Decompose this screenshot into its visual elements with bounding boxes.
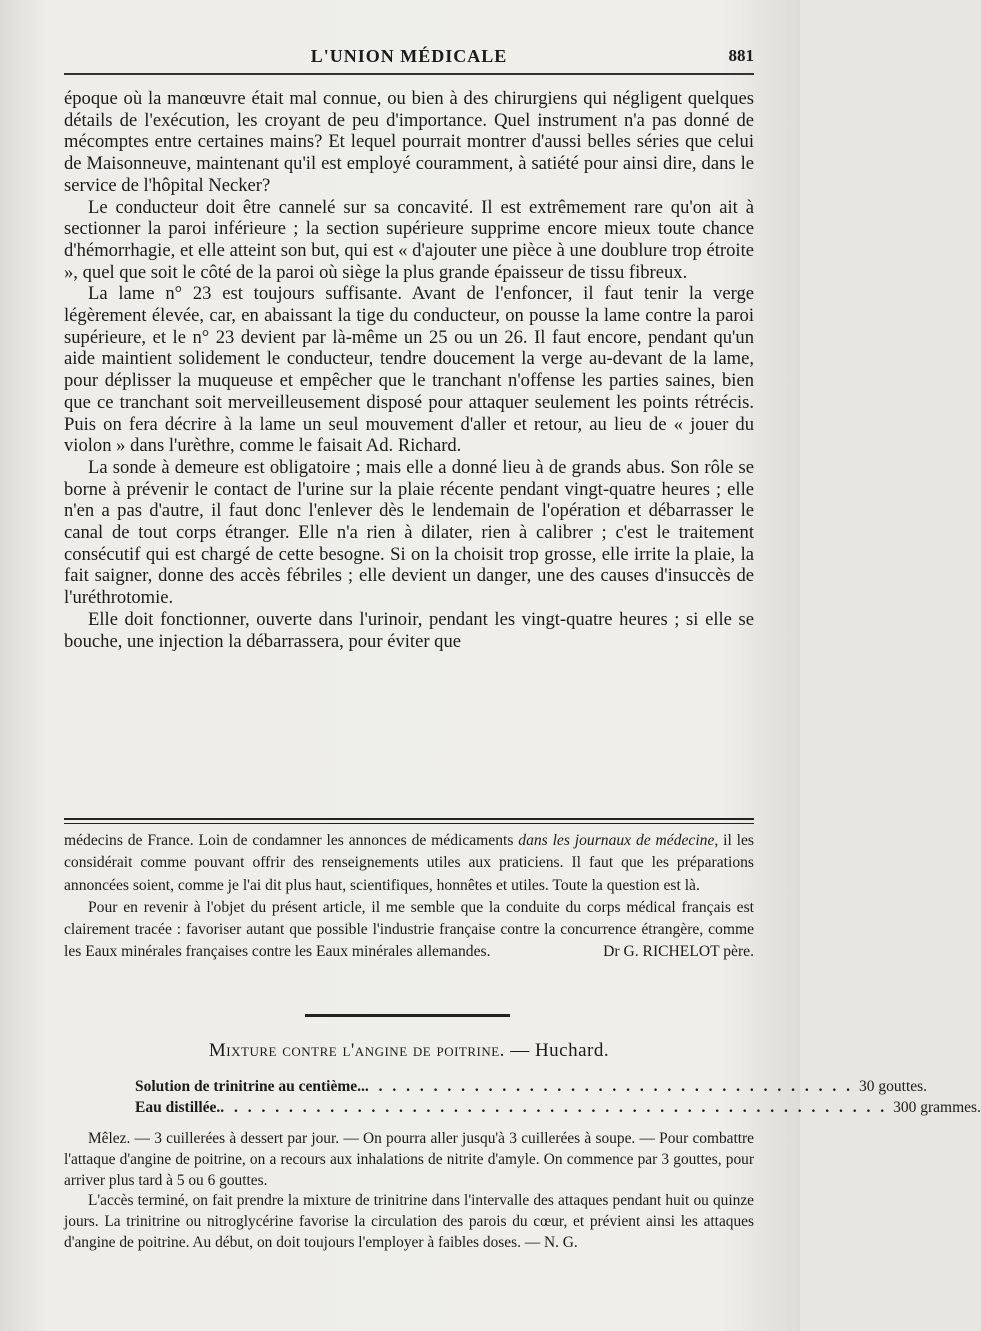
footnote-paragraph: [64, 897, 754, 964]
ingredient-row: [135, 1097, 981, 1118]
paragraph: La sonde à demeure est obligatoire ; mais elle a donné lieu à de grands abus. Son rôle se borne à prévenir le contact de l'urine sur la plaie récente pendant vingt-quatre heures ; elle n'en a pas d'autre, il faut donc l'enlever dès le lendemain de l'opération et débarrasser le canal de tout corps étranger. Elle n'a rien à dilater, rien à calibrer ; c'est le traitement consécutif qui est chargé de cette besogne. Si on la choisit trop grosse, elle irrite la plaie, la fait saigner, donne des accès fébriles ; elle devient un danger, une des causes d'insuccès de l'uréthrotomie.: [64, 456, 754, 609]
recipe-paragraph: Mêlez. — 3 cuillerées à dessert par jour. — On pourra aller jusqu'à 3 cuillerées à soupe. — Pour combattre l'attaque d'angine de poitrine, on a recours aux inhalations de nitrite d'amyle. On commence par 3 gouttes, pour arriver plus tard à 5 ou 6 gouttes.: [64, 1130, 754, 1189]
recipe-title-text: Mixture contre l'angine de poitrine.: [208, 1040, 505, 1061]
recipe-title: [64, 1040, 754, 1062]
main-text: [64, 88, 754, 652]
ingredient-quantity: 300 grammes.: [893, 1099, 981, 1116]
ingredient-row: [135, 1076, 928, 1097]
ingredient-name: Eau distillée.: [135, 1099, 221, 1116]
ingredient-quantity: 30 gouttes.: [859, 1078, 928, 1095]
section-rule: [64, 818, 754, 820]
footnote-paragraph: [64, 830, 754, 897]
leader-dots: . . . . . . . . . . . . . . . . . . . . . . . . . . . . . . . . . . . . . . . . . . . . . . . . .: [220, 1099, 888, 1116]
header-rule: [64, 73, 754, 75]
footnote-text-a: médecins de France. Loin de condamner les annonces de médicaments: [64, 832, 519, 849]
paragraph: Elle doit fonctionner, ouverte dans l'urinoir, pendant les vingt-quatre heures ; si elle se bouche, une injection la débarrassera, pour éviter que: [64, 608, 754, 652]
ingredient-name: Solution de trinitrine au centième..: [135, 1078, 365, 1095]
recipe-author: Huchard.: [534, 1040, 610, 1061]
leader-dots: . . . . . . . . . . . . . . . . . . . . . . . . . . . . . . . . . . . .: [364, 1078, 854, 1095]
footnote-italic: dans les journaux de médecine: [518, 832, 715, 849]
signature: Dr G. RICHELOT père.: [603, 943, 754, 961]
footnote-text-c: Pour en revenir à l'objet du présent article, il me semble que la conduite du corps médical français est clairement tracée : favoriser autant que possible l'industrie française contre la concurrence étrangère, comme les Eaux minérales françaises contre les Eaux minérales allemandes.: [64, 898, 754, 961]
page-number: 881: [728, 46, 754, 65]
paragraph: époque où la manœuvre était mal connue, ou bien à des chirurgiens qui négligent quelques détails de l'exécution, les croyant de peu d'importance. Quel instrument n'a pas donné de mécomptes entre certaines mains? Et lequel pourrait montrer d'aussi belles séries que celui de Maisonneuve, maintenant qu'il est employé couramment, à satiété pour ainsi dire, dans le service de l'hôpital Necker?: [64, 88, 754, 196]
paragraph: La lame n° 23 est toujours suffisante. Avant de l'enfoncer, il faut tenir la verge légèrement élevée, car, en abaissant la tige du conducteur, on pousse la lame contre la paroi supérieure, et le n° 23 devient par là-même un 25 ou un 26. Il faut encore, pendant qu'un aide maintient solidement le conducteur, tendre doucement la verge au-devant de la lame, pour déplisser la muqueuse et empêcher que le tranchant n'offense les parties saines, bien que ce tranchant soit merveilleusement disposé pour attaquer seulement les points rétrécis. Puis on fera décrire à la lame un seul mouvement d'aller et retour, au lieu de « jouer du violon » dans l'urèthre, comme le faisait Ad. Richard.: [64, 283, 754, 457]
ingredient-list: [135, 1076, 981, 1118]
separator-rule: [305, 1014, 510, 1017]
recipe-title-dash: —: [504, 1040, 535, 1061]
footnote-text: [64, 830, 754, 964]
paragraph: Le conducteur doit être cannelé sur sa concavité. Il est extrêmement rare qu'on ait à sectionner la paroi inférieure ; la section supérieure supprime encore mieux toute chance d'hémorrhagie, et elle atteint son but, qui est « d'ajouter une pièce à une doublure trop étroite », quel que soit le côté de la paroi où siège la plus grande épaisseur de tissu fibreux.: [64, 196, 754, 283]
page-header: [64, 42, 754, 70]
running-title: L'UNION MÉDICALE: [310, 46, 508, 66]
footnote-text-b: , il les considérait comme pouvant offrir des renseignements utiles aux praticiens. Il faut que les préparations annoncées soient, comme je l'ai dit plus haut, scientifiques, honnêtes et utiles. Toute la question est là.: [64, 832, 754, 894]
section-rule-thin: [64, 823, 754, 824]
recipe-text: [64, 1129, 754, 1254]
recipe-paragraph: L'accès terminé, on fait prendre la mixture de trinitrine dans l'intervalle des attaques pendant huit ou quinze jours. La trinitrine ou nitroglycérine favorise la circulation des parois du cœur, et prévient ainsi les attaques d'angine de poitrine. Au début, on doit toujours l'employer à faibles doses. — N. G.: [64, 1192, 754, 1251]
